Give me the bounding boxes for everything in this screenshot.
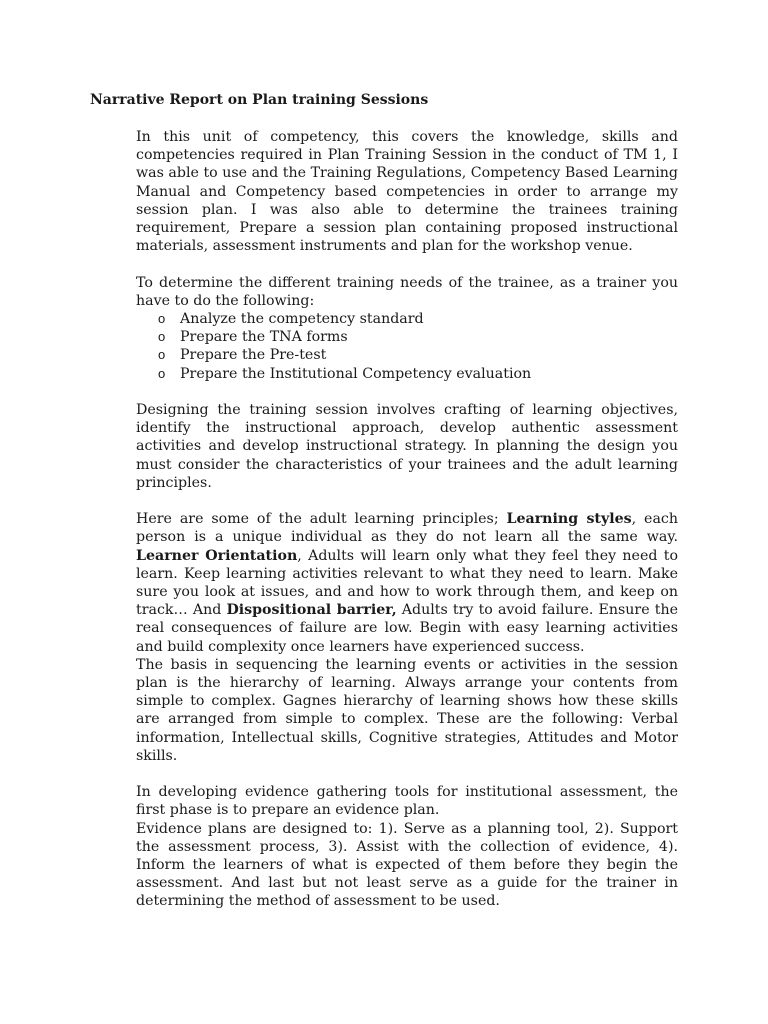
term-dispositional-barrier: Dispositional barrier, bbox=[226, 602, 397, 619]
list-item-text: Prepare the Institutional Competency evaluation bbox=[180, 365, 532, 382]
bullet-icon: o bbox=[158, 311, 166, 327]
bullet-icon: o bbox=[158, 329, 166, 345]
bullet-icon: o bbox=[158, 365, 166, 381]
paragraph-unit-of-competency: In this unit of competency, this covers the knowledge, skills and competencies required in Plan Training Session in the conduct of TM 1, I was able to use and the Training Regulations, Competency Based Learning Manual and Competency based competencies in order to arrange my session plan. I was also able to determine the trainees training requirement, Prepare a session plan containing proposed instructional materials, assessment instruments and plan for the workshop venue. bbox=[136, 129, 678, 255]
list-item bbox=[136, 310, 678, 328]
list-item-text: Prepare the Pre-test bbox=[180, 347, 327, 364]
paragraph-hierarchy-of-learning: The basis in sequencing the learning events or activities in the session plan is the hierarchy of learning. Always arrange your contents from simple to complex. Gagnes hierarchy of learning shows how these skills are arranged from simple to complex. These are the following: Verbal information, Intellectual skills, Cognitive strategies, Attitudes and Motor skills. bbox=[136, 656, 678, 764]
list-item bbox=[136, 346, 678, 364]
paragraph-evidence-plans: Evidence plans are designed to: 1). Serve as a planning tool, 2). Support the assessment process, 3). Assist with the collection of evidence, 4). Inform the learners of what is expected of them before they begin the assessment. And last but not least serve as a guide for the trainer in determining the method of assessment to be used. bbox=[136, 820, 678, 910]
term-learner-orientation: Learner Orientation bbox=[136, 547, 298, 564]
list-item bbox=[136, 365, 678, 383]
bullet-icon: o bbox=[158, 347, 166, 363]
list-item-text: Analyze the competency standard bbox=[180, 311, 424, 328]
document-title: Narrative Report on Plan training Sessions bbox=[90, 92, 429, 108]
document-body bbox=[136, 128, 678, 929]
text-run: Adults try to avoid failure. Ensure the real consequences of failure are low. Begin with easy learning activities and build complexity once learners have experienced success. bbox=[136, 602, 678, 655]
training-needs-list bbox=[136, 310, 678, 383]
text-run: Here are some of the adult learning principles; bbox=[136, 511, 507, 528]
list-item bbox=[136, 328, 678, 346]
paragraph-adult-learning-principles bbox=[136, 510, 678, 656]
text-run: , each person is a unique individual as they do not learn all the same way. bbox=[136, 511, 678, 546]
paragraph-designing-session: Designing the training session involves crafting of learning objectives, identify the instructional approach, develop authentic assessment activities and develop instructional strategy. In planning the design you must consider the characteristics of your trainees and the adult learning principles. bbox=[136, 402, 678, 491]
paragraph-evidence-gathering: In developing evidence gathering tools for institutional assessment, the first phase is to prepare an evidence plan. bbox=[136, 784, 678, 819]
list-item-text: Prepare the TNA forms bbox=[180, 329, 348, 346]
term-learning-styles: Learning styles bbox=[506, 511, 632, 528]
text-run: , Adults will learn only what they feel they need to learn. Keep learning activities relevant to what they need to learn. Make sure you look at issues, and and how to work through them, and keep on track… And bbox=[136, 547, 678, 619]
paragraph-training-needs: To determine the different training needs of the trainee, as a trainer you have to do the following: bbox=[136, 274, 678, 309]
